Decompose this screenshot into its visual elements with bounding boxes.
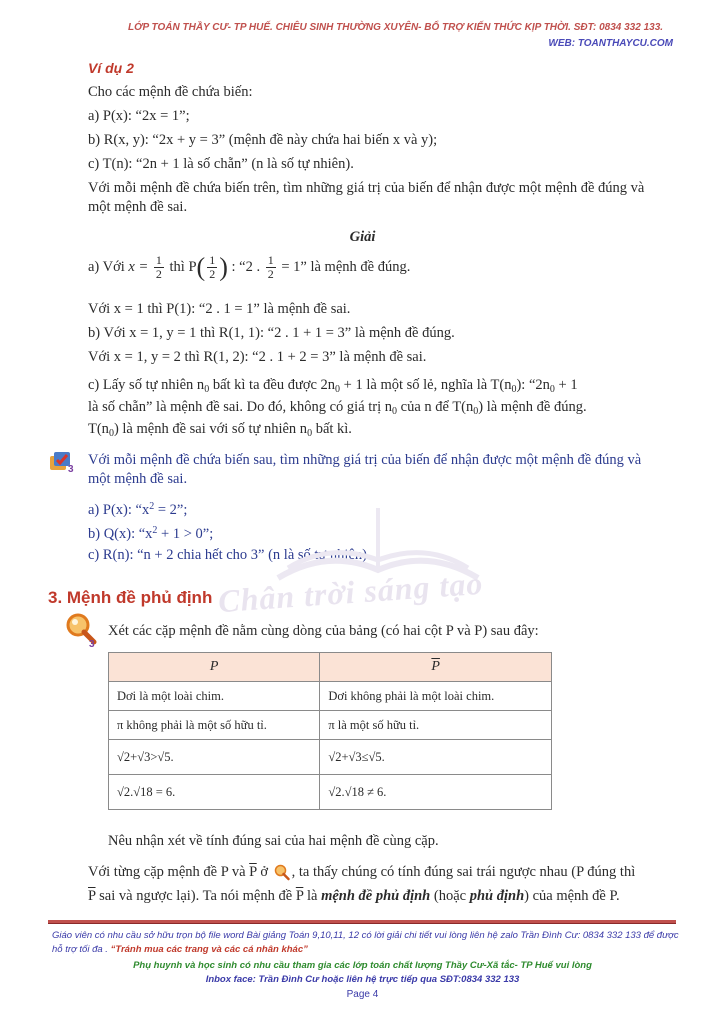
table-cell: √2.√18 ≠ 6. bbox=[320, 775, 552, 810]
table-cell: √2+√3>√5. bbox=[109, 740, 320, 775]
text: . bbox=[170, 749, 174, 764]
example-intro: Cho các mệnh đề chứa biến: bbox=[88, 84, 253, 100]
header-website: WEB: TOANTHAYCU.COM bbox=[548, 38, 673, 49]
operator: = 6. bbox=[155, 784, 176, 799]
definition-line1 bbox=[88, 863, 635, 882]
svg-text:3: 3 bbox=[68, 464, 74, 474]
fraction bbox=[266, 254, 276, 281]
practice-item-b bbox=[88, 521, 213, 544]
operator: . bbox=[341, 784, 345, 799]
text: sai và ngược lại). Ta nói mệnh đề bbox=[99, 888, 293, 904]
text: thì P bbox=[169, 259, 197, 275]
operator: ≠ 6. bbox=[367, 784, 387, 799]
text: c) Lấy số tự nhiên n bbox=[88, 377, 205, 393]
p-bar: $\overline{P}$ bbox=[88, 888, 96, 904]
footer-divider bbox=[48, 920, 676, 924]
footer-line2: Phụ huynh và học sinh có nhu cầu tham gia các lớp toán chất lượng Thầy Cư-Xã tắc- TP Huế vui lòng bbox=[133, 960, 592, 971]
page-number: Page 4 bbox=[346, 989, 379, 1000]
radicand: 2 bbox=[335, 784, 342, 799]
radicand: 18 bbox=[140, 784, 153, 799]
practice-intro: Với mỗi mệnh đề chứa biến sau, tìm những giá trị của biến để nhận được một mệnh đề đúng và một mệnh đề sai. bbox=[88, 452, 642, 487]
superscript: 2 bbox=[152, 525, 158, 536]
fraction bbox=[154, 254, 164, 281]
operator: + bbox=[130, 749, 138, 764]
table-row bbox=[109, 711, 552, 740]
denominator: 2 bbox=[209, 267, 216, 282]
negation-table bbox=[108, 652, 552, 810]
table-cell: Dơi không phải là một loài chim. bbox=[320, 682, 552, 711]
example-title: Ví dụ 2 bbox=[88, 60, 134, 76]
radicand: 2 bbox=[123, 784, 131, 799]
text: của n để T(n bbox=[397, 399, 474, 415]
section-title: 3. Mệnh đề phủ định bbox=[48, 588, 213, 607]
radicand: 3 bbox=[144, 749, 151, 764]
solution-b2: Với x = 1, y = 2 thì R(1, 2): “2 . 1 + 2 = 3” là mệnh đề sai. bbox=[88, 349, 427, 365]
text: ) là mệnh đề sai với số tự nhiên n bbox=[113, 421, 308, 437]
text: a) P(x): “x bbox=[88, 502, 150, 518]
table-cell: Dơi là một loài chim. bbox=[109, 682, 320, 711]
radicand: 3 bbox=[355, 749, 362, 764]
footer-line1 bbox=[52, 929, 682, 957]
text: bất kì ta đều được 2n bbox=[209, 377, 336, 393]
text: là bbox=[306, 888, 318, 904]
solution-c2 bbox=[88, 398, 587, 421]
table-header-row bbox=[109, 653, 552, 682]
superscript: 2 bbox=[149, 501, 155, 512]
paren-open: ( bbox=[196, 252, 206, 282]
paren-close: ) bbox=[219, 252, 228, 282]
subscript: 0 bbox=[307, 428, 313, 439]
header-line1: LỚP TOÁN THẦY CƯ- TP HUẾ. CHIÊU SINH THƯỜNG XUYÊN- BỔ TRỢ KIẾN THỨC KỊP THỜI. SĐT: 0834 332 133. bbox=[128, 22, 664, 33]
p-bar: $\overline{P}$ bbox=[295, 888, 304, 904]
text: : “2 . bbox=[231, 259, 261, 275]
solution-title: Giải bbox=[349, 229, 376, 245]
operator: > bbox=[150, 749, 158, 764]
solution-c3 bbox=[88, 420, 352, 443]
magnifier-icon bbox=[64, 612, 98, 648]
subscript: 0 bbox=[473, 406, 479, 417]
footer-line3: Inbox face: Trần Đình Cư hoặc liên hệ trực tiếp qua SĐT:0834 332 133 bbox=[205, 974, 520, 985]
practice-item-c: c) R(n): “n + 2 chia hết cho 3” (n là số tự nhiên). bbox=[88, 547, 371, 563]
solution-c1 bbox=[88, 376, 578, 399]
solution-b1: b) Với x = 1, y = 1 thì R(1, 1): “2 . 1 + 1 = 3” là mệnh đề đúng. bbox=[88, 325, 455, 341]
text: + 1 là một số lẻ, nghĩa là T(n bbox=[340, 377, 512, 393]
text: = 1” là mệnh đề đúng. bbox=[281, 259, 411, 275]
example-task: Với mỗi mệnh đề chứa biến trên, tìm những giá trị của biến để nhận được một mệnh đề đúng và một mệnh đề sai. bbox=[88, 180, 645, 215]
text: + 1 bbox=[554, 377, 578, 393]
table-header-pbar: $\overline{P}$ bbox=[320, 653, 552, 682]
table-header-p: P bbox=[109, 653, 320, 682]
definition-line2 bbox=[88, 887, 620, 906]
numerator: 1 bbox=[155, 253, 162, 268]
watermark-text: Chân trời sáng tạo bbox=[217, 564, 485, 620]
table-row bbox=[109, 775, 552, 810]
denominator: 2 bbox=[267, 267, 274, 282]
text: Với từng cặp mệnh đề P và bbox=[88, 864, 246, 880]
text: b) Q(x): “x bbox=[88, 526, 153, 542]
text: bất kì. bbox=[312, 421, 352, 437]
denominator: 2 bbox=[155, 267, 162, 282]
numerator: 1 bbox=[267, 253, 274, 268]
text: a) Với bbox=[88, 259, 125, 275]
svg-text:3: 3 bbox=[89, 639, 95, 648]
operator: . bbox=[130, 784, 134, 799]
table-row bbox=[109, 682, 552, 711]
example-item-b: b) R(x, y): “2x + y = 3” (mệnh đề này chứa hai biến x và y); bbox=[88, 132, 438, 148]
text: T(n bbox=[88, 421, 109, 437]
text: = 2”; bbox=[154, 502, 188, 518]
example-item-c: c) T(n): “2n + 1 là số chẵn” (n là số tự nhiên). bbox=[88, 156, 354, 172]
table-cell: π là một số hữu tỉ. bbox=[320, 711, 552, 740]
radicand: 2 bbox=[123, 749, 131, 764]
text: ) là mệnh đề đúng. bbox=[478, 399, 587, 415]
table-note: Nêu nhận xét về tính đúng sai của hai mệnh đề cùng cặp. bbox=[108, 833, 439, 849]
book-icon bbox=[48, 448, 76, 474]
radicand: 2 bbox=[335, 749, 342, 764]
p-bar: $\overline{P}$ bbox=[249, 864, 257, 880]
subscript: 0 bbox=[335, 384, 341, 395]
radicand: 18 bbox=[351, 784, 364, 799]
text: + 1 > 0”; bbox=[157, 526, 214, 542]
text: x = bbox=[128, 259, 149, 275]
subscript: 0 bbox=[511, 384, 517, 395]
subscript: 0 bbox=[204, 384, 210, 395]
text: (hoặc bbox=[433, 888, 467, 904]
fraction bbox=[207, 254, 217, 281]
radicand: 5 bbox=[164, 749, 171, 764]
radicand: 5 bbox=[375, 749, 382, 764]
magnifier-icon bbox=[272, 864, 292, 882]
solution-a2: Với x = 1 thì P(1): “2 . 1 = 1” là mệnh đề sai. bbox=[88, 301, 351, 317]
example-item-a: a) P(x): “2x = 1”; bbox=[88, 108, 190, 124]
text: là số chẵn” là mệnh đề sai. Do đó, không có giá trị n bbox=[88, 399, 393, 415]
operator: ≤ bbox=[361, 749, 369, 764]
text: “Tránh mua các trang và các cá nhân khác” bbox=[110, 944, 308, 955]
term-highlight: phủ định bbox=[469, 888, 525, 904]
text: , ta thấy chúng có tính đúng sai trái ngược nhau (P đúng thì bbox=[291, 864, 636, 880]
table-row bbox=[109, 740, 552, 775]
text: . bbox=[381, 749, 385, 764]
practice-item-a bbox=[88, 497, 187, 520]
subscript: 0 bbox=[549, 384, 555, 395]
operator: + bbox=[341, 749, 349, 764]
numerator: 1 bbox=[209, 253, 216, 268]
table-cell: √2+√3≤√5. bbox=[320, 740, 552, 775]
term-highlight: mệnh đề phủ định bbox=[321, 888, 431, 904]
subscript: 0 bbox=[108, 428, 114, 439]
solution-a1 bbox=[88, 252, 410, 283]
table-cell: π không phải là một số hữu tỉ. bbox=[109, 711, 320, 740]
table-cell: √2.√18 = 6. bbox=[109, 775, 320, 810]
text: ) của mệnh đề P. bbox=[524, 888, 620, 904]
text: ở bbox=[260, 864, 268, 880]
text: Giáo viên có nhu cầu sở hữu trọn bộ file word Bài giảng Toán 9,10,11, 12 có lời giải chi tiết vui lòng liên hệ zalo Trần Đình Cư: 0834 332 133 để được hỗ trợ tối đa . bbox=[52, 930, 679, 955]
explore-text: Xét các cặp mệnh đề nằm cùng dòng của bảng (có hai cột P và P) sau đây: bbox=[108, 623, 539, 639]
text: ): “2n bbox=[516, 377, 550, 393]
subscript: 0 bbox=[392, 406, 398, 417]
